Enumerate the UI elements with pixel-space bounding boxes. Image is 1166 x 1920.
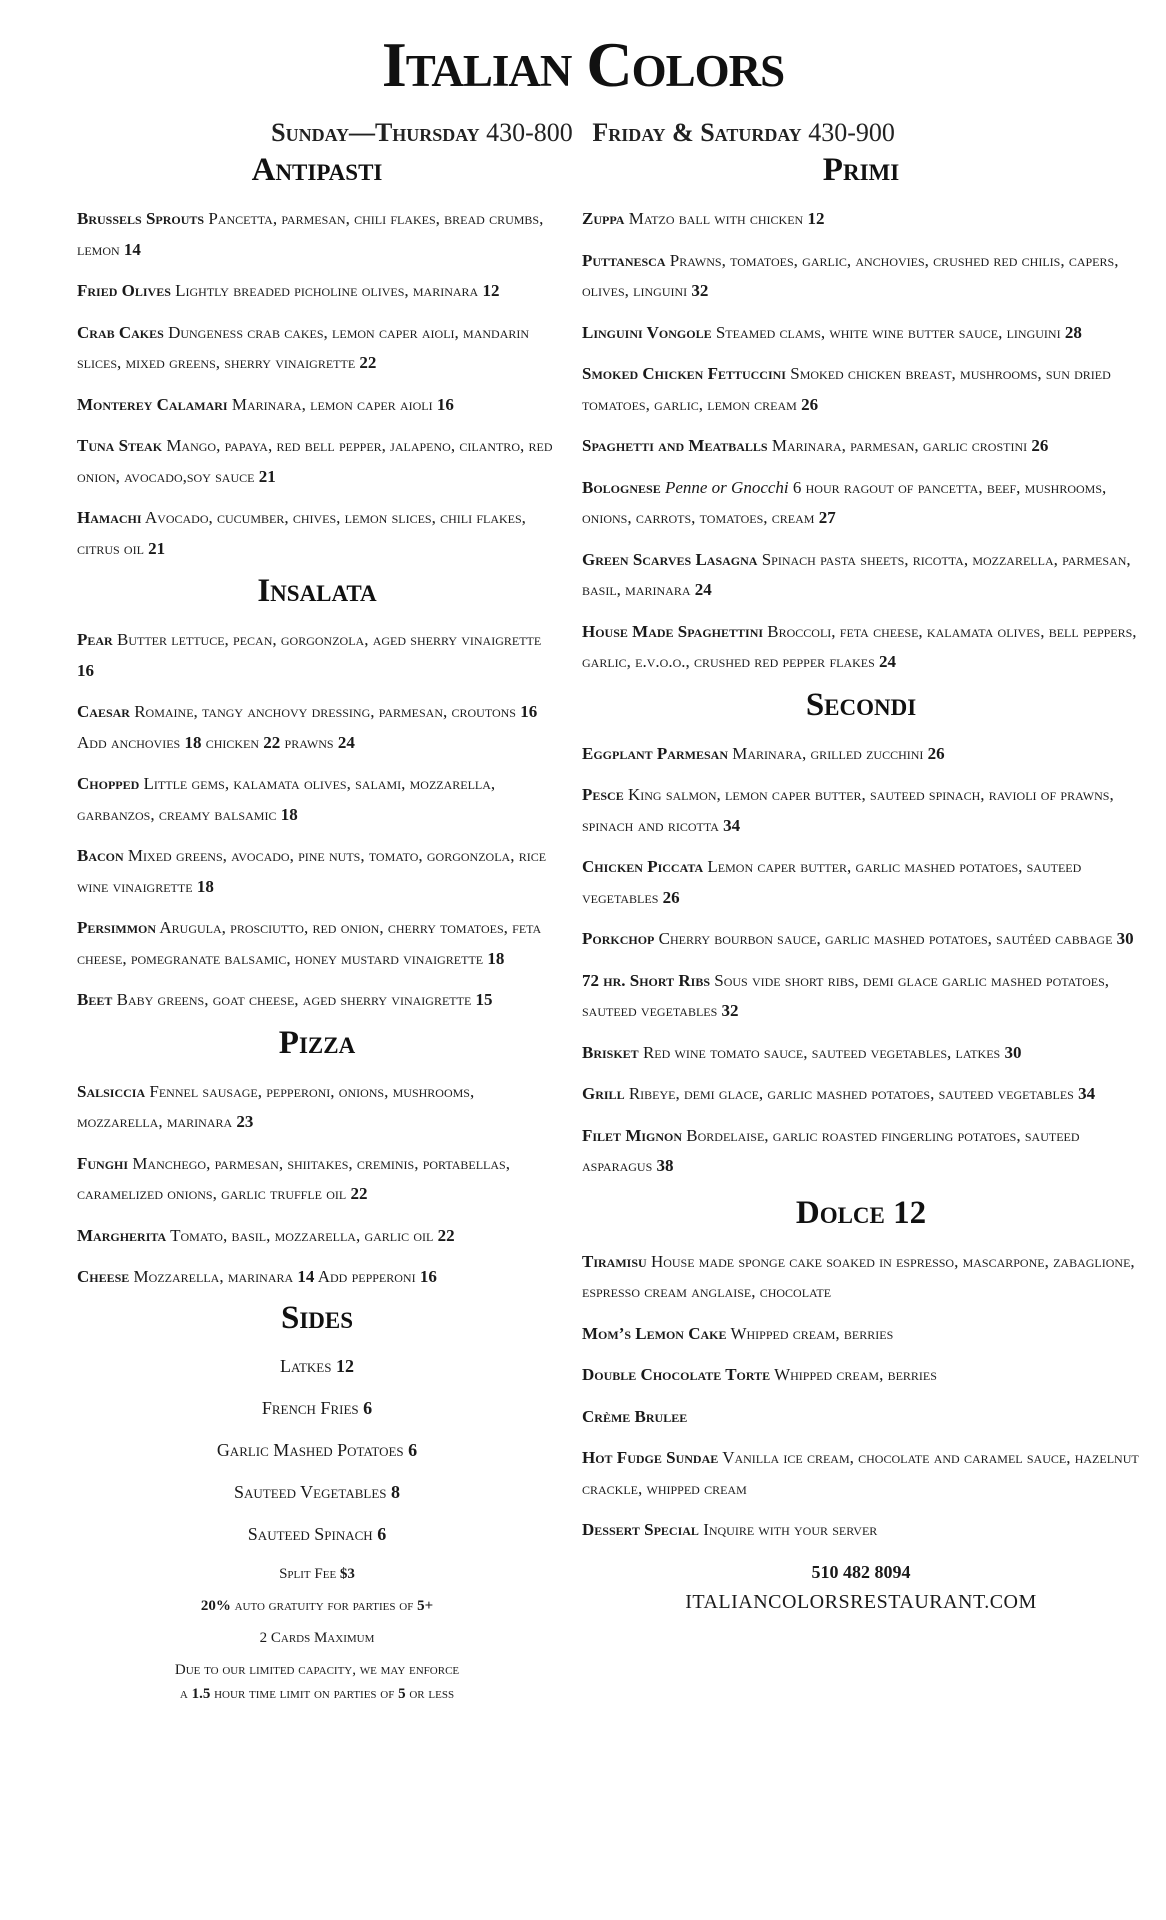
section-title-secondi: Secondi bbox=[805, 686, 917, 723]
split-fee-label: Split Fee bbox=[279, 1565, 337, 1582]
menu-item-description: Dungeness crab cakes, lemon caper aioli, mandarin slices, mixed greens, sherry vinaigrette bbox=[77, 322, 530, 372]
menu-item-name: Crème Brulee bbox=[582, 1406, 688, 1426]
section-title-primi: Primi bbox=[822, 152, 900, 188]
menu-item bbox=[77, 390, 557, 421]
menu-item-price: 22 bbox=[350, 1184, 368, 1203]
menu-item-description: Cherry bourbon sauce, garlic mashed potatoes, sautéed cabbage bbox=[658, 929, 1113, 948]
section-title-sides: Sides bbox=[280, 1299, 354, 1336]
menu-item-name: Persimmon bbox=[77, 918, 157, 937]
menu-item-addon-price: 18 bbox=[184, 732, 202, 752]
menu-item-name: Beet bbox=[77, 990, 113, 1009]
menu-item-price: 14 bbox=[297, 1267, 315, 1286]
gratuity-note bbox=[77, 1594, 557, 1618]
menu-item-price: 18 bbox=[280, 804, 298, 824]
split-fee-note bbox=[77, 1562, 557, 1586]
menu-item bbox=[582, 545, 1140, 606]
side-item bbox=[77, 1394, 557, 1422]
menu-item bbox=[77, 503, 557, 564]
menu-item-name: Hot Fudge Sundae bbox=[582, 1448, 719, 1467]
menu-item-price: 34 bbox=[1078, 1084, 1096, 1103]
menu-item-description: Inquire with your server bbox=[703, 1520, 878, 1539]
menu-item-name: Filet Mignon bbox=[582, 1125, 683, 1145]
menu-item-addon: Add pepperoni bbox=[317, 1267, 416, 1286]
menu-item-price: 16 bbox=[520, 702, 538, 721]
capacity-hours: 1.5 bbox=[191, 1685, 211, 1702]
menu-item-description: Mixed greens, avocado, pine nuts, tomato, gorgonzola, rice wine vinaigrette bbox=[77, 846, 547, 896]
menu-item-addon: Add anchovies bbox=[77, 732, 181, 752]
menu-item bbox=[582, 1319, 1140, 1350]
contact-block bbox=[582, 1557, 1140, 1617]
menu-item-price: 32 bbox=[721, 1001, 739, 1020]
menu-item bbox=[582, 246, 1140, 307]
menu-item bbox=[582, 318, 1140, 349]
menu-item-name: Tiramisu bbox=[582, 1251, 647, 1271]
menu-item-description: Mango, papaya, red bell pepper, jalapeno, cilantro, red onion, avocado,soy sauce bbox=[77, 436, 553, 486]
menu-item-description: Romaine, tangy anchovy dressing, parmesan, croutons bbox=[134, 702, 516, 721]
capacity-note-line1: Due to our limited capacity, we may enforce bbox=[174, 1661, 460, 1678]
section-title-dolce: Dolce 12 bbox=[795, 1194, 927, 1231]
menu-item-price: 24 bbox=[879, 652, 897, 671]
phone-number: 510 482 8094 bbox=[811, 1561, 911, 1582]
menu-item-price: 16 bbox=[436, 394, 454, 414]
menu-item-price: 12 bbox=[482, 281, 500, 300]
gratuity-party: 5+ bbox=[417, 1597, 434, 1614]
menu-item-description: House made sponge cake soaked in espresso, mascarpone, zabaglione, espresso cream anglaise, chocolate bbox=[582, 1251, 1135, 1301]
menu-item-addon: prawns bbox=[284, 732, 334, 752]
menu-item-description: Butter lettuce, pecan, gorgonzola, aged sherry vinaigrette bbox=[116, 630, 542, 649]
side-item bbox=[77, 1478, 557, 1506]
menu-item-name: Tuna Steak bbox=[77, 436, 163, 455]
menu-item bbox=[582, 1443, 1140, 1504]
menu-item-name: Zuppa bbox=[582, 209, 625, 228]
menu-item-description: Broccoli, feta cheese, kalamata olives, bell peppers, garlic, e.v.o.o., crushed red pepper flakes bbox=[582, 621, 1137, 671]
menu-item-price: 34 bbox=[723, 815, 741, 835]
side-item-name: Latkes bbox=[280, 1355, 332, 1376]
menu-item-name: Bolognese bbox=[582, 477, 661, 497]
menu-item-price: 38 bbox=[656, 1156, 674, 1175]
menu-item-price: 24 bbox=[694, 580, 712, 599]
menu-item bbox=[77, 1262, 557, 1293]
menu-item-description: Marinara, lemon caper aioli bbox=[231, 394, 433, 414]
menu-item-description: Arugula, prosciutto, red onion, cherry tomatoes, feta cheese, pomegranate balsamic, honey mustard vinaigrette bbox=[77, 918, 542, 968]
menu-item-name: Dessert Special bbox=[582, 1520, 699, 1539]
menu-item bbox=[582, 1515, 1140, 1546]
menu-item-description: Marinara, parmesan, garlic crostini bbox=[771, 436, 1028, 455]
menu-item-price: 30 bbox=[1004, 1042, 1022, 1062]
menu-item-name: Pear bbox=[77, 630, 113, 649]
menu-item-price: 22 bbox=[437, 1225, 455, 1245]
menu-item bbox=[582, 1402, 1140, 1433]
menu-item-price: 23 bbox=[236, 1112, 254, 1131]
menu-item bbox=[582, 359, 1140, 420]
menu-item bbox=[77, 431, 557, 492]
menu-item-price: 16 bbox=[77, 660, 94, 680]
menu-item-name: Spaghetti and Meatballs bbox=[582, 436, 768, 455]
menu-item-name: Crab Cakes bbox=[77, 322, 164, 342]
side-item bbox=[77, 1352, 557, 1380]
menu-item bbox=[582, 739, 1140, 770]
pizza-list bbox=[77, 1077, 557, 1293]
menu-item bbox=[582, 1038, 1140, 1069]
menu-item bbox=[77, 769, 557, 830]
menu-item-name: Linguini Vongole bbox=[582, 322, 712, 342]
menu-item-name: Brisket bbox=[582, 1042, 639, 1062]
gratuity-text: auto gratuity for parties of bbox=[234, 1597, 414, 1614]
menu-item-name: Salsiccia bbox=[77, 1081, 146, 1101]
restaurant-title: Italian Colors bbox=[381, 29, 785, 100]
menu-item-name: Puttanesca bbox=[582, 250, 666, 270]
menu-item bbox=[582, 1079, 1140, 1110]
menu-item bbox=[582, 1121, 1140, 1182]
menu-item-price: 22 bbox=[359, 353, 377, 372]
cards-text: Cards Maximum bbox=[270, 1629, 375, 1646]
menu-item-price: 15 bbox=[475, 990, 493, 1009]
menu-item-name: Margherita bbox=[77, 1225, 167, 1245]
menu-item bbox=[77, 1077, 557, 1138]
menu-item-description: Fennel sausage, pepperoni, onions, mushrooms, mozzarella, marinara bbox=[77, 1081, 475, 1131]
side-item-name: Sauteed Vegetables bbox=[233, 1481, 387, 1502]
menu-item bbox=[582, 473, 1140, 534]
menu-item-name: Cheese bbox=[77, 1267, 130, 1286]
menu-item-price: 26 bbox=[801, 394, 819, 414]
secondi-list bbox=[582, 739, 1140, 1182]
website-link[interactable]: ITALIANCOLORSRESTAURANT.COM bbox=[685, 1590, 1037, 1613]
menu-item-addon-price: 24 bbox=[337, 732, 355, 752]
menu-item bbox=[582, 852, 1140, 913]
menu-item-addon-price: 22 bbox=[263, 732, 281, 752]
left-column bbox=[77, 150, 557, 1706]
weekend-days: Friday & Saturday bbox=[592, 118, 802, 147]
menu-item-description: Steamed clams, white wine butter sauce, linguini bbox=[715, 322, 1061, 342]
cards-num: 2 bbox=[259, 1629, 268, 1646]
menu-item-price: 18 bbox=[487, 948, 505, 968]
menu-item-name: Hamachi bbox=[77, 508, 142, 527]
menu-item bbox=[582, 617, 1140, 678]
menu-item-name: Double Chocolate Torte bbox=[582, 1365, 771, 1384]
menu-item-name: Bacon bbox=[77, 846, 124, 865]
menu-item-description: Little gems, kalamata olives, salami, mozzarella, garbanzos, creamy balsamic bbox=[77, 774, 496, 824]
menu-item bbox=[582, 780, 1140, 841]
menu-item-description: Marinara, grilled zucchini bbox=[732, 743, 924, 763]
menu-item bbox=[582, 204, 1140, 235]
menu-item bbox=[77, 841, 557, 902]
menu-item-name: Grill bbox=[582, 1084, 625, 1103]
menu-item-description: Bordelaise, garlic roasted fingerling potatoes, sauteed asparagus bbox=[582, 1125, 1080, 1175]
weekend-time: 430-900 bbox=[808, 118, 895, 147]
weekday-days: Sunday—Thursday bbox=[271, 118, 480, 147]
menu-item bbox=[77, 1149, 557, 1210]
menu-item-description: Tomato, basil, mozzarella, garlic oil bbox=[170, 1225, 434, 1245]
menu-item-price: 26 bbox=[1031, 436, 1049, 455]
menu-item-name: House Made Spaghettini bbox=[582, 621, 764, 641]
menu-item bbox=[77, 985, 557, 1016]
side-item bbox=[77, 1436, 557, 1464]
menu-item-name: Green Scarves Lasagna bbox=[582, 549, 758, 569]
menu-item-name: Porkchop bbox=[582, 929, 655, 948]
menu-item bbox=[582, 1247, 1140, 1308]
menu-item-price: 30 bbox=[1116, 929, 1134, 948]
menu-item-price: 27 bbox=[818, 508, 836, 527]
menu-item-description: Prawns, tomatoes, garlic, anchovies, crushed red chilis, capers, olives, linguini bbox=[582, 250, 1119, 300]
menu-item-description: Mozzarella, marinara bbox=[133, 1267, 294, 1286]
side-item-name: Sauteed Spinach bbox=[247, 1523, 373, 1544]
primi-list bbox=[582, 204, 1140, 678]
menu-item-name: Smoked Chicken Fettuccini bbox=[582, 364, 786, 383]
menu-item-description: Whipped cream, berries bbox=[774, 1365, 937, 1384]
menu-item bbox=[77, 204, 557, 265]
menu-item-description: Pancetta, parmesan, chili flakes, bread crumbs, lemon bbox=[77, 209, 544, 259]
sides-list bbox=[77, 1352, 557, 1548]
menu-item bbox=[582, 966, 1140, 1027]
insalata-list bbox=[77, 625, 557, 1016]
menu-item bbox=[77, 697, 557, 758]
menu-item-description: Whipped cream, berries bbox=[730, 1323, 894, 1343]
menu-item bbox=[582, 431, 1140, 462]
capacity-party: 5 bbox=[398, 1685, 406, 1702]
menu-item bbox=[77, 913, 557, 974]
menu-item bbox=[77, 318, 557, 379]
menu-item-description: Spinach pasta sheets, ricotta, mozzarella, parmesan, basil, marinara bbox=[582, 549, 1131, 599]
menu-item-price: 12 bbox=[807, 209, 825, 228]
menu-item-name: Brussels Sprouts bbox=[77, 209, 205, 228]
menu-item-price: 21 bbox=[258, 466, 276, 486]
menu-item-addon-price: 16 bbox=[419, 1267, 437, 1286]
capacity-a: a bbox=[179, 1685, 188, 1702]
menu-item-price: 26 bbox=[927, 743, 945, 763]
side-item-price: 6 bbox=[363, 1397, 373, 1418]
menu-item-description: Avocado, cucumber, chives, lemon slices, chili flakes, citrus oil bbox=[77, 508, 526, 558]
capacity-note-line2 bbox=[77, 1682, 557, 1706]
side-item bbox=[77, 1520, 557, 1548]
menu-item-description: King salmon, lemon caper butter, sauteed spinach, ravioli of prawns, spinach and ricotta bbox=[582, 785, 1114, 835]
menu-item-description: Manchego, parmesan, shiitakes, creminis, portabellas, caramelized onions, garlic truffle oil bbox=[77, 1153, 510, 1203]
menu-item-description: Matzo ball with chicken bbox=[628, 209, 804, 228]
section-title-insalata: Insalata bbox=[257, 573, 377, 609]
menu-item bbox=[77, 276, 557, 307]
menu-item-name: Eggplant Parmesan bbox=[582, 743, 728, 763]
section-title-pizza: Pizza bbox=[278, 1024, 356, 1061]
weekday-time: 430-800 bbox=[486, 118, 573, 147]
side-item-price: 6 bbox=[408, 1439, 418, 1460]
menu-item-description: Smoked chicken breast, mushrooms, sun dried tomatoes, garlic, lemon cream bbox=[582, 364, 1111, 414]
antipasti-list bbox=[77, 204, 557, 564]
menu-item-price: 21 bbox=[148, 538, 166, 558]
menu-item-addon: chicken bbox=[205, 732, 260, 752]
capacity-end: or less bbox=[409, 1685, 455, 1702]
menu-item-name: Chicken Piccata bbox=[582, 857, 704, 876]
menu-item-description: Lightly breaded picholine olives, marinara bbox=[175, 281, 479, 300]
gratuity-pct: 20% bbox=[200, 1597, 231, 1614]
menu-item-variant: Penne or Gnocchi bbox=[664, 477, 789, 497]
menu-item-price: 32 bbox=[691, 281, 709, 300]
menu-item-name: Fried Olives bbox=[77, 281, 171, 300]
menu-item-name: Mom’s Lemon Cake bbox=[582, 1323, 727, 1343]
menu-item bbox=[77, 625, 557, 686]
menu-item-name: 72 hr. Short Ribs bbox=[582, 970, 710, 990]
menu-item bbox=[582, 1360, 1140, 1391]
menu-item-description: 6 hour ragout of pancetta, beef, mushrooms, onions, carrots, tomatoes, cream bbox=[582, 477, 1107, 527]
menu-item-name: Funghi bbox=[77, 1153, 129, 1173]
capacity-mid: hour time limit on parties of bbox=[214, 1685, 395, 1702]
menu-item-price: 28 bbox=[1064, 322, 1082, 342]
menu-item bbox=[582, 924, 1140, 955]
menu-item-name: Chopped bbox=[77, 774, 140, 793]
side-item-price: 8 bbox=[391, 1481, 400, 1502]
menu-item-price: 18 bbox=[196, 876, 214, 896]
right-column bbox=[582, 150, 1140, 1617]
split-fee-price: $3 bbox=[339, 1565, 355, 1582]
side-item-name: Garlic Mashed Potatoes bbox=[216, 1439, 404, 1460]
menu-item-name: Caesar bbox=[77, 702, 130, 721]
menu-item-description: Ribeye, demi glace, garlic mashed potatoes, sauteed vegetables bbox=[628, 1084, 1074, 1103]
menu-item-description: Baby greens, goat cheese, aged sherry vinaigrette bbox=[116, 990, 472, 1009]
menu-item-description: Red wine tomato sauce, sauteed vegetables, latkes bbox=[642, 1042, 1001, 1062]
menu-item-description: Sous vide short ribs, demi glace garlic mashed potatoes, sauteed vegetables bbox=[582, 970, 1109, 1020]
hours-line bbox=[0, 118, 1166, 148]
menu-item-description: Vanilla ice cream, chocolate and caramel sauce, hazelnut crackle, whipped cream bbox=[582, 1448, 1139, 1498]
menu-item bbox=[77, 1221, 557, 1252]
menu-item-name: Pesce bbox=[582, 785, 624, 804]
side-item-name: French Fries bbox=[261, 1397, 359, 1418]
menu-item-name: Monterey Calamari bbox=[77, 394, 228, 414]
menu-item-description: Lemon caper butter, garlic mashed potatoes, sauteed vegetables bbox=[582, 857, 1082, 907]
dolce-list bbox=[582, 1247, 1140, 1546]
side-item-price: 12 bbox=[335, 1355, 354, 1376]
menu-item-price: 26 bbox=[662, 887, 680, 907]
menu-item-price: 14 bbox=[123, 239, 141, 259]
section-title-antipasti: Antipasti bbox=[251, 152, 383, 188]
side-item-price: 6 bbox=[377, 1523, 387, 1544]
cards-note bbox=[77, 1626, 557, 1650]
